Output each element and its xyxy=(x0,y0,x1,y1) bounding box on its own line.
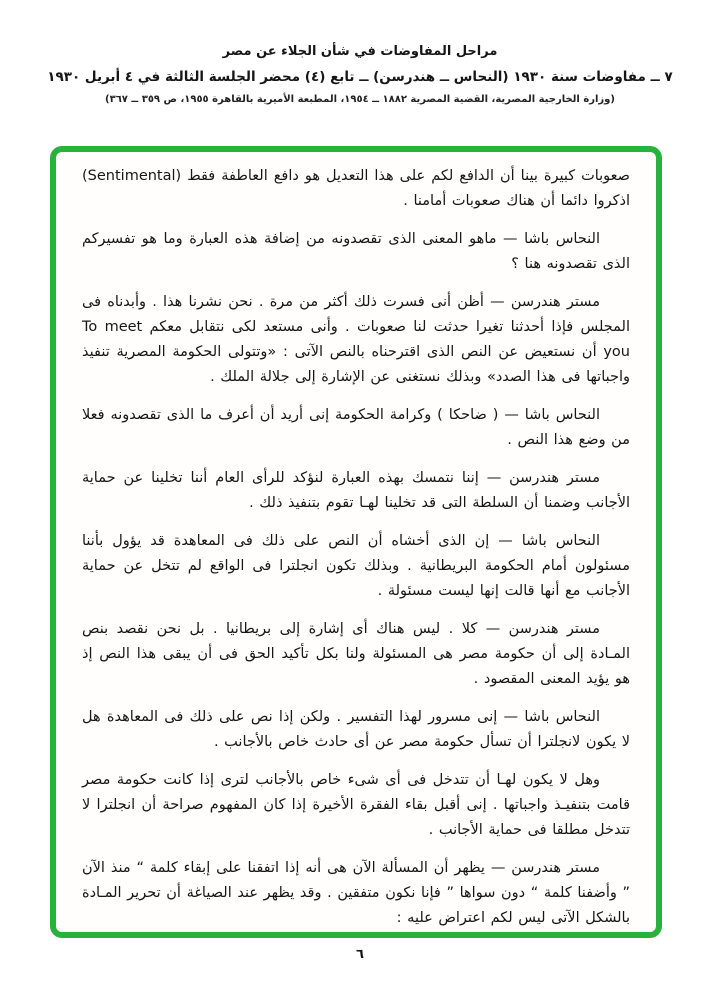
document-title: مراحل المفاوضات في شأن الجلاء عن مصر xyxy=(222,44,498,59)
document-subtitle: ٧ ــ مفاوضات سنة ١٩٣٠ (النحاس ــ هندرسن) ــ تابع (٤) محضر الجلسة الثالثة في ٤ أبريل ١٩٣٠ xyxy=(47,69,673,85)
content-frame xyxy=(50,146,662,938)
paragraph-nahas-3: النحاس باشا — إن الذى أخشاه أن النص على ذلك فى المعاهدة قد يؤول بأننا مسئولون أمام الحكومة البريطانية . وبذلك تكون انجلترا فى الواقع لم تتخل عن حماية الأجانب مع أنها قالت إنها ليست مسئولة . xyxy=(82,533,630,599)
paragraph-henderson-3: مستر هندرسن — كلا . ليس هناك أى إشارة إلى بريطانيا . بل نحن نقصد بنص المـادة إلى أن حكومة مصر هى المسئولة ولنا بكل تأكيد الحق فى أن يبقى هذا النص إذ هو يؤيد المعنى المقصود . xyxy=(82,621,630,687)
paragraph-henderson-4: مستر هندرسن — يظهر أن المسألة الآن هى أنه إذا اتفقنا على إبقاء كلمة “ منذ الآن ” وأضفنا كلمة “ دون سواها ” فإنا نكون متفقين . وقد يظهر عند الصياغة أن تحرير المـادة بالشكل الآتى ليس لكم اعتراض عليه : xyxy=(82,860,630,926)
document-header xyxy=(0,44,720,105)
page-number: ٦ xyxy=(356,947,364,962)
document-source-citation: (وزارة الخارجية المصرية، القضية المصرية ١٨٨٢ ــ ١٩٥٤، المطبعة الأميرية بالقاهرة ١٩٥٥، ص ٣٥٩ ــ ٣٦٧) xyxy=(105,94,615,105)
paragraph-nahas-2: النحاس باشا — ( ضاحكا ) وكرامة الحكومة إنى أريد أن أعرف ما الذى تقصدونه فعلا من وضع هذا النص . xyxy=(82,407,630,448)
paragraph-continuation: صعوبات كبيرة بينا أن الدافع لكم على هذا التعديل هو دافع العاطفة فقط (Sentimental) اذكروا دائما أن هناك صعوبات أمامنا . xyxy=(82,168,630,209)
transcript-body xyxy=(82,164,630,931)
paragraph-nahas-4: النحاس باشا — إنى مسرور لهذا التفسير . ولكن إذا نص على ذلك فى المعاهدة هل لا يكون لانجلترا أن تسأل حكومة مصر عن أى حادث خاص بالأجانب . xyxy=(82,709,630,750)
paragraph-henderson-1: مستر هندرسن — أظن أنى فسرت ذلك أكثر من مرة . نحن نشرنا هذا . وأبدناه فى المجلس فإذا أحدثنا تغيرا حدثت لنا صعوبات . وأنى مستعد لكى نتقابل معكم To meet you أن نستعيض عن النص الذى اقترحناه بالنص الآتى : «وتتولى الحكومة المصرية تنفيذ واجباتها فى هذا الصدد» وبذلك نستغنى عن الإشارة إلى جلالة الملك . xyxy=(82,294,630,385)
paragraph-henderson-2: مستر هندرسن — إننا نتمسك بهذه العبارة لنؤكد للرأى العام أننا تخلينا عن حماية الأجانب وضمنا أن السلطة التى قد تخلينا لهـا تقوم بتنفيذ ذلك . xyxy=(82,470,630,511)
paragraph-nahas-4-continued: وهل لا يكون لهـا أن تتدخل فى أى شىء خاص بالأجانب لترى إذا كانت حكومة مصر قامت بتنفيـذ واجباتها . إنى أقبل بقاء الفقرة الأخيرة إذا كان المفهوم صراحة أن انجلترا لا تتدخل مطلقا فى حماية الأجانب . xyxy=(82,772,630,838)
paragraph-nahas-1: النحاس باشا — ماهو المعنى الذى تقصدونه من إضافة هذه العبارة وما هو تفسيركم الذى تقصدونه هنا ؟ xyxy=(82,231,630,272)
